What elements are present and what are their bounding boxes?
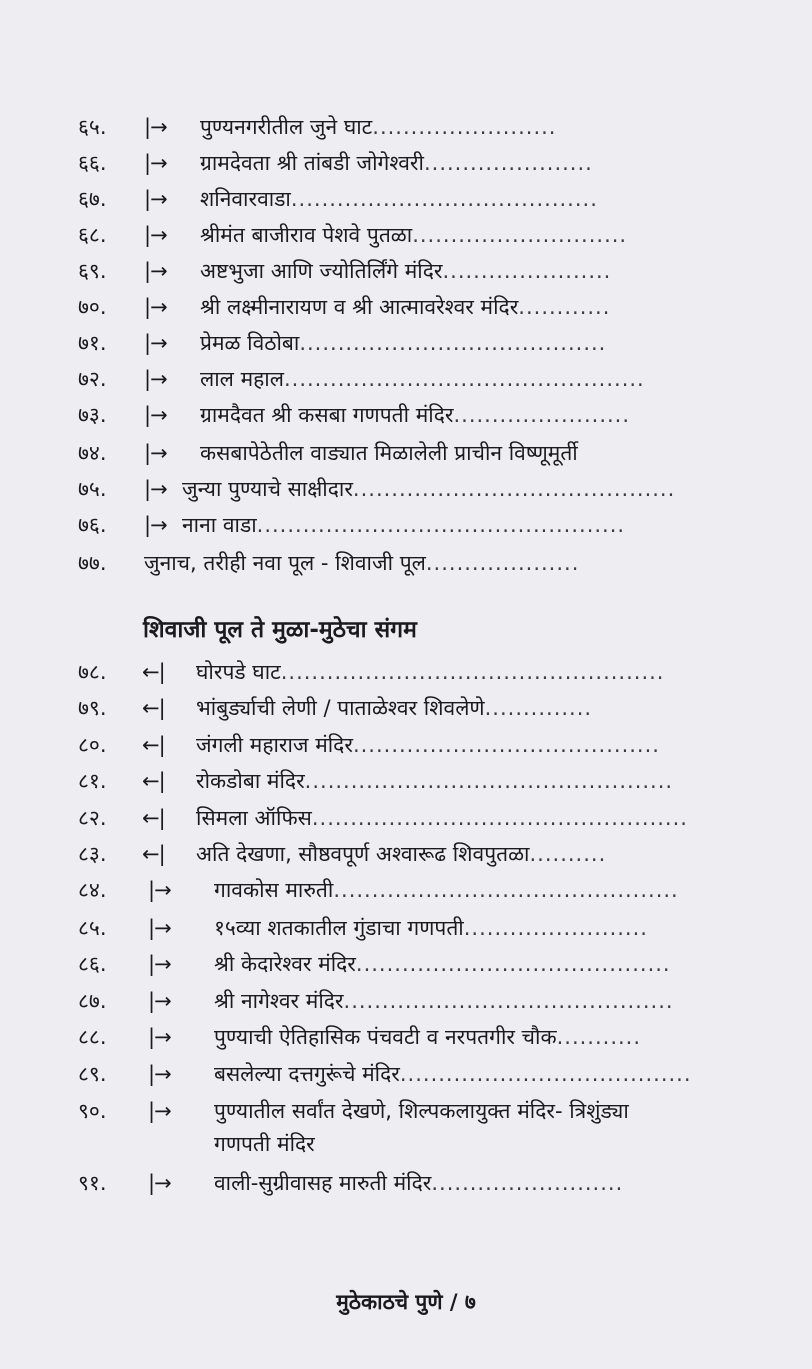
entry-title: सिमला ऑफिस................................................. [196,806,688,830]
arrow-left-icon: ←| [142,696,165,720]
toc-entry [78,690,728,726]
entry-number: ८९. [78,1062,107,1086]
entry-title: जुनाच, तरीही नवा पूल - शिवाजी पूल.................... [144,551,580,575]
entry-number: ८८. [78,1025,107,1049]
toc-entry [78,435,728,471]
toc-entry [78,253,728,289]
arrow-left-icon: ←| [142,733,165,757]
toc-entry [78,800,728,836]
arrow-right-icon: |→ [144,115,167,139]
arrow-right-icon: |→ [148,1099,171,1123]
entry-number: ८३. [78,842,107,866]
entry-number: ६९. [78,259,107,283]
entry-title: अति देखणा, सौष्ठवपूर्ण अश्वारूढ शिवपुतळा.......... [196,842,607,866]
entry-number: ८५. [78,916,107,940]
arrow-right-icon: |→ [148,878,171,902]
toc-entry [78,397,728,433]
entry-number: ७४. [78,441,107,465]
entry-title: ग्रामदैवत श्री कसबा गणपती मंदिर....................... [200,403,631,427]
entry-title: वाली-सुग्रीवासह मारुती मंदिर......................... [214,1171,624,1195]
entry-title: प्रेमळ विठोबा........................................ [200,331,607,355]
entry-title: घोरपडे घाट.................................................. [196,660,665,684]
entry-number: ६७. [78,187,107,211]
entry-title: कसबापेठेतील वाड्यात मिळालेली प्राचीन विष्णूमूर्ती [200,441,578,465]
arrow-left-icon: ←| [142,769,165,793]
arrow-right-icon: |→ [144,187,167,211]
toc-entry [78,763,728,799]
arrow-right-icon: |→ [144,259,167,283]
entry-title: श्री नागेश्वर मंदिर........................................... [214,989,674,1013]
toc-entry [78,1056,728,1092]
entry-title: शनिवारवाडा........................................ [200,187,598,211]
page-footer: मुठेकाठचे पुणे / ७ [336,1290,476,1314]
entry-title: भांबुर्ड्याची लेणी / पाताळेश्वर शिवलेणे.............. [196,696,593,720]
toc-entry [78,910,728,946]
entry-title: पुण्यनगरीतील जुने घाट........................ [200,115,557,139]
entry-title: पुण्याची ऐतिहासिक पंचवटी व नरपतगीर चौक........... [214,1025,642,1049]
arrow-right-icon: |→ [144,477,167,501]
arrow-right-icon: |→ [144,223,167,247]
toc-entry [78,361,728,397]
entry-title: पुण्यातील सर्वांत देखणे, शिल्पकलायुक्त मंदिर- त्रिशुंड्या गणपती मंदिर [214,1099,629,1156]
entry-number: ७६. [78,513,107,537]
toc-entry [78,872,728,908]
entry-title: रोकडोबा मंदिर................................................ [196,769,674,793]
entry-title: जंगली महाराज मंदिर........................................ [196,733,660,757]
toc-entry [78,507,728,543]
entry-title: नाना वाडा................................................ [182,513,626,537]
arrow-right-icon: |→ [144,367,167,391]
arrow-right-icon: |→ [148,1025,171,1049]
entry-title: श्रीमंत बाजीराव पेशवे पुतळा............................ [200,223,628,247]
entry-title: जुन्या पुण्याचे साक्षीदार.......................................... [182,477,676,501]
arrow-right-icon: |→ [144,331,167,355]
arrow-right-icon: |→ [148,1062,171,1086]
entry-title: अष्टभुजा आणि ज्योतिर्लिंगे मंदिर...................... [200,259,612,283]
entry-number: ८७. [78,989,107,1013]
toc-entry [78,471,728,507]
arrow-left-icon: ←| [142,806,165,830]
arrow-right-icon: |→ [148,952,171,976]
arrow-right-icon: |→ [148,916,171,940]
entry-number: ९०. [78,1099,107,1123]
toc-entry [78,836,728,872]
entry-number: ८०. [78,733,107,757]
entry-number: ७५. [78,477,107,501]
toc-entry [78,1093,638,1163]
toc-entry [78,217,728,253]
arrow-right-icon: |→ [144,441,167,465]
entry-number: ६८. [78,223,107,247]
entry-title: ग्रामदेवता श्री तांबडी जोगेश्वरी...................... [200,151,593,175]
entry-number: ८२. [78,806,107,830]
arrow-right-icon: |→ [148,1171,171,1195]
entry-number: ८६. [78,952,107,976]
entry-title: गावकोस मारुती............................................. [214,878,679,902]
entry-number: ७०. [78,295,107,319]
entry-title: बसलेल्या दत्तगुरूंचे मंदिर...................................... [214,1062,692,1086]
entry-number: ९१. [78,1171,107,1195]
entry-number: ७९. [78,696,107,720]
arrow-right-icon: |→ [144,513,167,537]
toc-entry [78,289,728,325]
entry-title: लाल महाल............................................... [200,367,645,391]
arrow-right-icon: |→ [148,989,171,1013]
entry-number: ७२. [78,367,107,391]
arrow-right-icon: |→ [144,151,167,175]
entry-title: १५व्या शतकातील गुंडाचा गणपती........................ [214,916,648,940]
toc-entry [78,181,728,217]
toc-entry [78,1019,728,1055]
section-heading: शिवाजी पूल ते मुळा-मुठेचा संगम [143,617,417,643]
toc-entry [78,109,728,145]
entry-number: ८१. [78,769,107,793]
entry-number: ६५. [78,115,107,139]
toc-entry [78,1165,728,1201]
toc-entry [78,654,728,690]
entry-number: ८४. [78,878,107,902]
entry-title: श्री लक्ष्मीनारायण व श्री आत्मावरेश्वर मंदिर............ [200,295,611,319]
arrow-right-icon: |→ [144,403,167,427]
toc-entry [78,325,728,361]
toc-entry [78,983,728,1019]
entry-title: श्री केदारेश्वर मंदिर......................................... [214,952,671,976]
arrow-left-icon: ←| [142,842,165,866]
entry-number: ७१. [78,331,107,355]
entry-number: ७३. [78,403,107,427]
arrow-left-icon: ←| [142,660,165,684]
toc-entry [78,145,728,181]
entry-number: ७८. [78,660,107,684]
toc-entry [78,946,728,982]
arrow-right-icon: |→ [144,295,167,319]
toc-entry [78,727,728,763]
entry-number: ७७. [78,551,107,575]
toc-entry [78,545,728,581]
entry-number: ६६. [78,151,107,175]
